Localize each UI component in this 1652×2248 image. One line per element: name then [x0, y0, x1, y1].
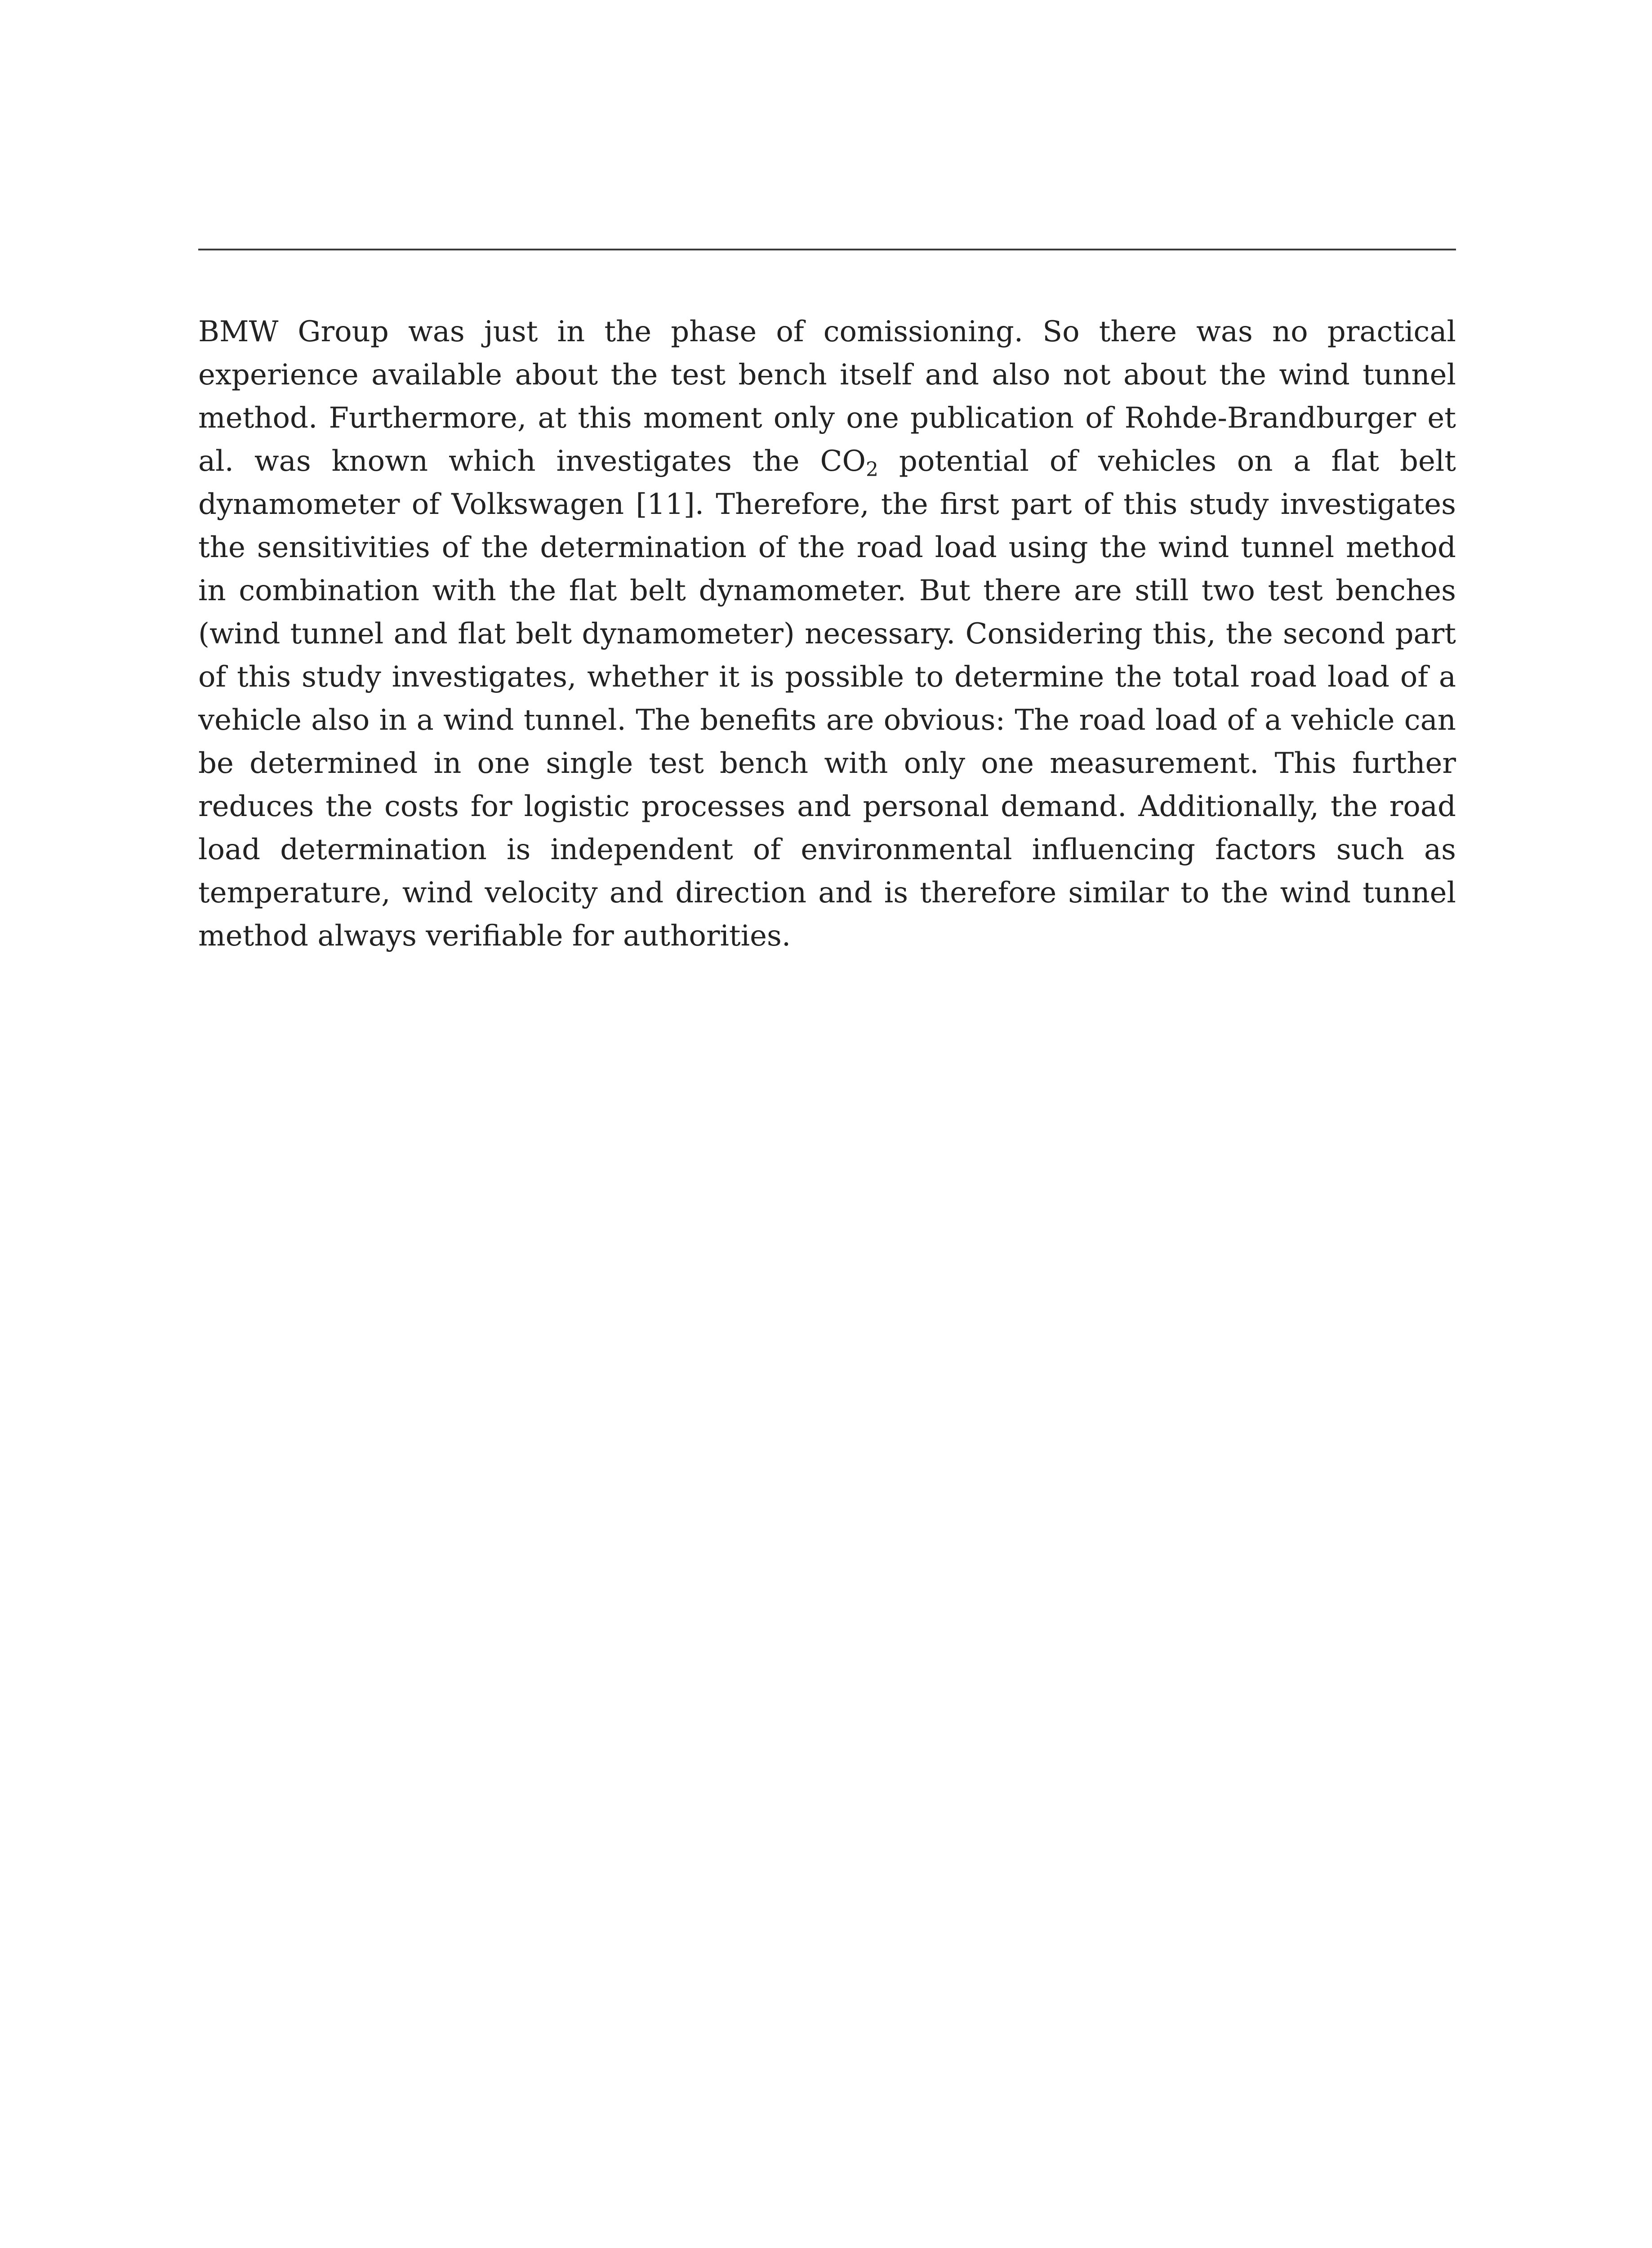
co2-subscript: 2	[865, 458, 878, 481]
paragraph-text-part-1: BMW Group was just in the phase of comissioning. So there was no practical experience available about the test bench itself and also not about the wind tunnel method. Furthermore, at this moment only one publication of Rohde-Brandburger et al. was known which investigates the CO	[198, 315, 1456, 478]
header-rule	[198, 249, 1456, 250]
paragraph-text-part-2: potential of vehicles on a flat belt dynamometer of Volkswagen [11]. Therefore, the first part of this study investigates the sensitivities of the determination of the road load using the wind tunnel method in combination with the flat belt dynamometer. But there are still two test benches (wind tunnel and flat belt dynamometer) necessary. Considering this, the second part of this study investigates, whether it is possible to determine the total road load of a vehicle also in a wind tunnel. The benefits are obvious: The road load of a vehicle can be determined in one single test bench with only one measurement. This further reduces the costs for logistic processes and personal demand. Additionally, the road load determination is independent of environmental influencing factors such as temperature, wind velocity and direction and is therefore similar to the wind tunnel method always verifiable for authorities.	[198, 445, 1456, 953]
body-paragraph	[198, 310, 1456, 958]
